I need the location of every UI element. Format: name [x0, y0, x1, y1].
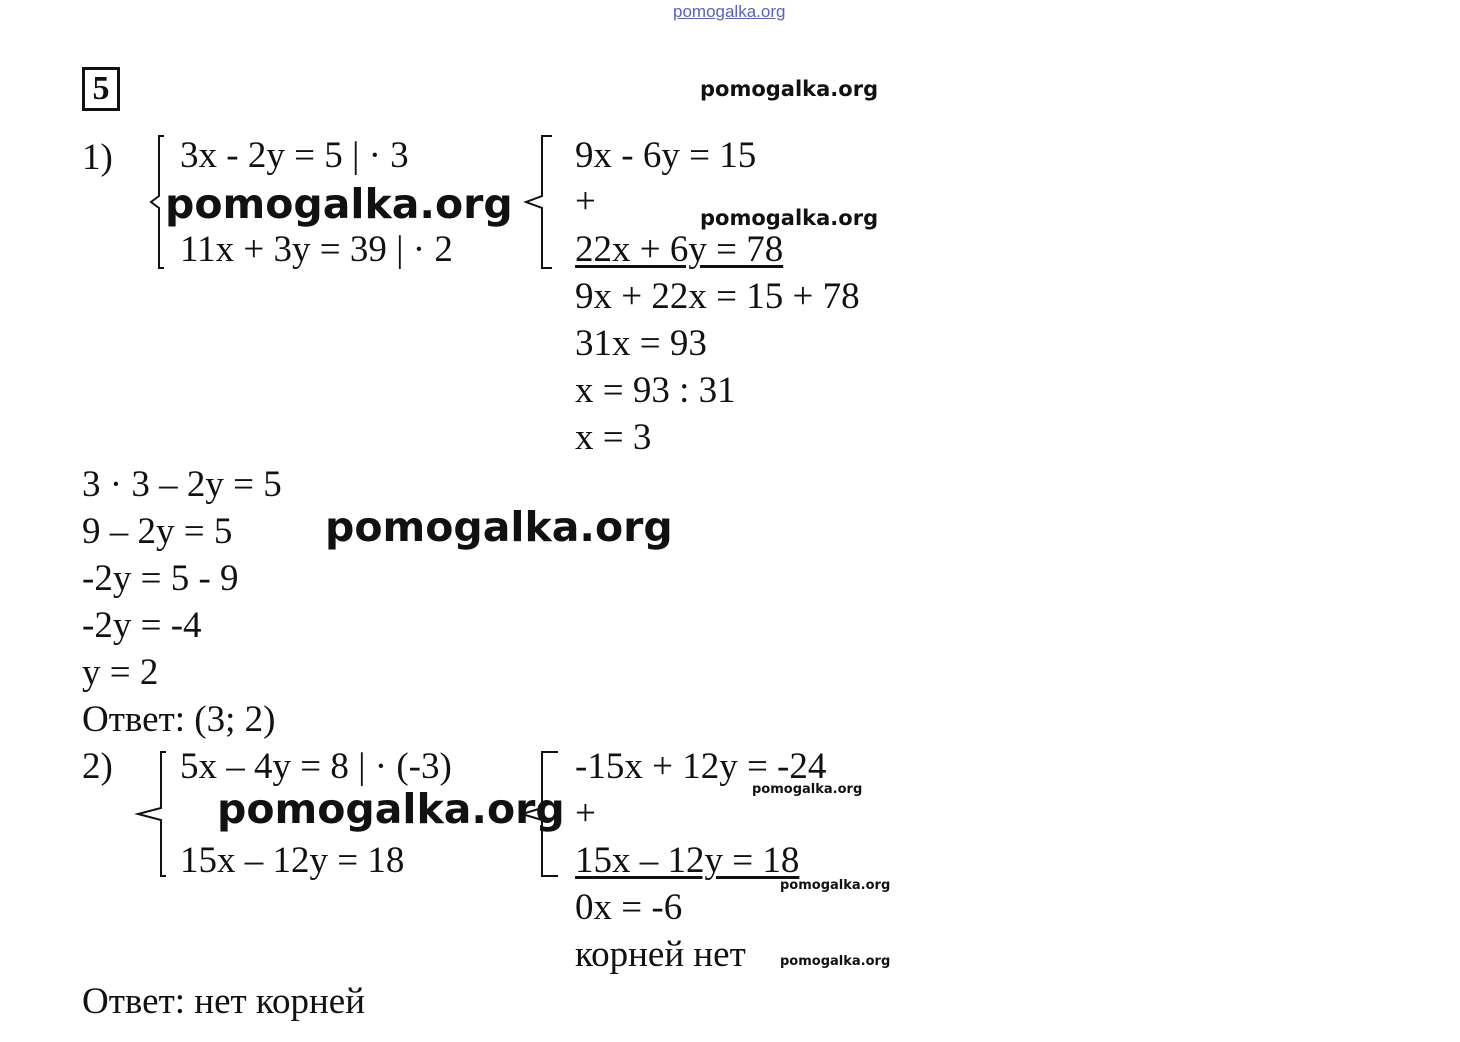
part1-step2: 31x = 93 [575, 323, 707, 364]
part2-step1: 0x = -6 [575, 887, 683, 928]
task-number-box [82, 67, 120, 111]
watermark-mid-right: pomogalka.org [700, 206, 879, 230]
part1-plus-sign: + [575, 181, 596, 222]
part2-step2: корней нет [575, 934, 746, 975]
part1-system-eq1: 3x - 2y = 5 | · 3 [180, 135, 409, 176]
part1-subst1: 3 · 3 – 2y = 5 [82, 464, 282, 505]
part2-label: 2) [82, 746, 113, 787]
watermark-system1: pomogalka.org [165, 180, 513, 228]
watermark-small2: pomogalka.org [780, 878, 891, 893]
part1-answer: Ответ: (3; 2) [82, 699, 276, 740]
part2-system-eq2: 15x – 12y = 18 [180, 840, 405, 881]
part1-subst5: y = 2 [82, 652, 159, 693]
part2-plus-sign: + [575, 793, 596, 834]
part2-combined-eq1: -15x + 12y = -24 [575, 746, 827, 787]
part1-step3: x = 93 : 31 [575, 370, 736, 411]
watermark-top-right: pomogalka.org [700, 77, 879, 101]
part1-subst3: -2y = 5 - 9 [82, 558, 239, 599]
part1-combined-eq2: 22x + 6y = 78 [575, 229, 784, 270]
watermark-small1: pomogalka.org [752, 782, 863, 797]
part1-system-eq2: 11x + 3y = 39 | · 2 [180, 229, 453, 270]
part2-combined-eq2: 15x – 12y = 18 [575, 840, 800, 881]
header-watermark[interactable]: pomogalka.org [673, 2, 786, 21]
part1-subst4: -2y = -4 [82, 605, 202, 646]
part1-combined-eq1: 9x - 6y = 15 [575, 135, 757, 176]
part1-label: 1) [82, 137, 113, 178]
watermark-center: pomogalka.org [325, 503, 673, 551]
part2-combined-brace [520, 750, 560, 878]
task-number: 5 [92, 70, 110, 107]
part1-combined-brace [524, 134, 554, 270]
part1-step4: x = 3 [575, 417, 652, 458]
watermark-small3: pomogalka.org [780, 954, 891, 969]
part2-answer: Ответ: нет корней [82, 981, 366, 1022]
part1-step1: 9x + 22x = 15 + 78 [575, 276, 860, 317]
part1-subst2: 9 – 2y = 5 [82, 511, 233, 552]
part2-system-eq1: 5x – 4y = 8 | · (-3) [180, 746, 452, 787]
watermark-system2: pomogalka.org [217, 785, 565, 833]
part2-system-brace [136, 750, 168, 878]
